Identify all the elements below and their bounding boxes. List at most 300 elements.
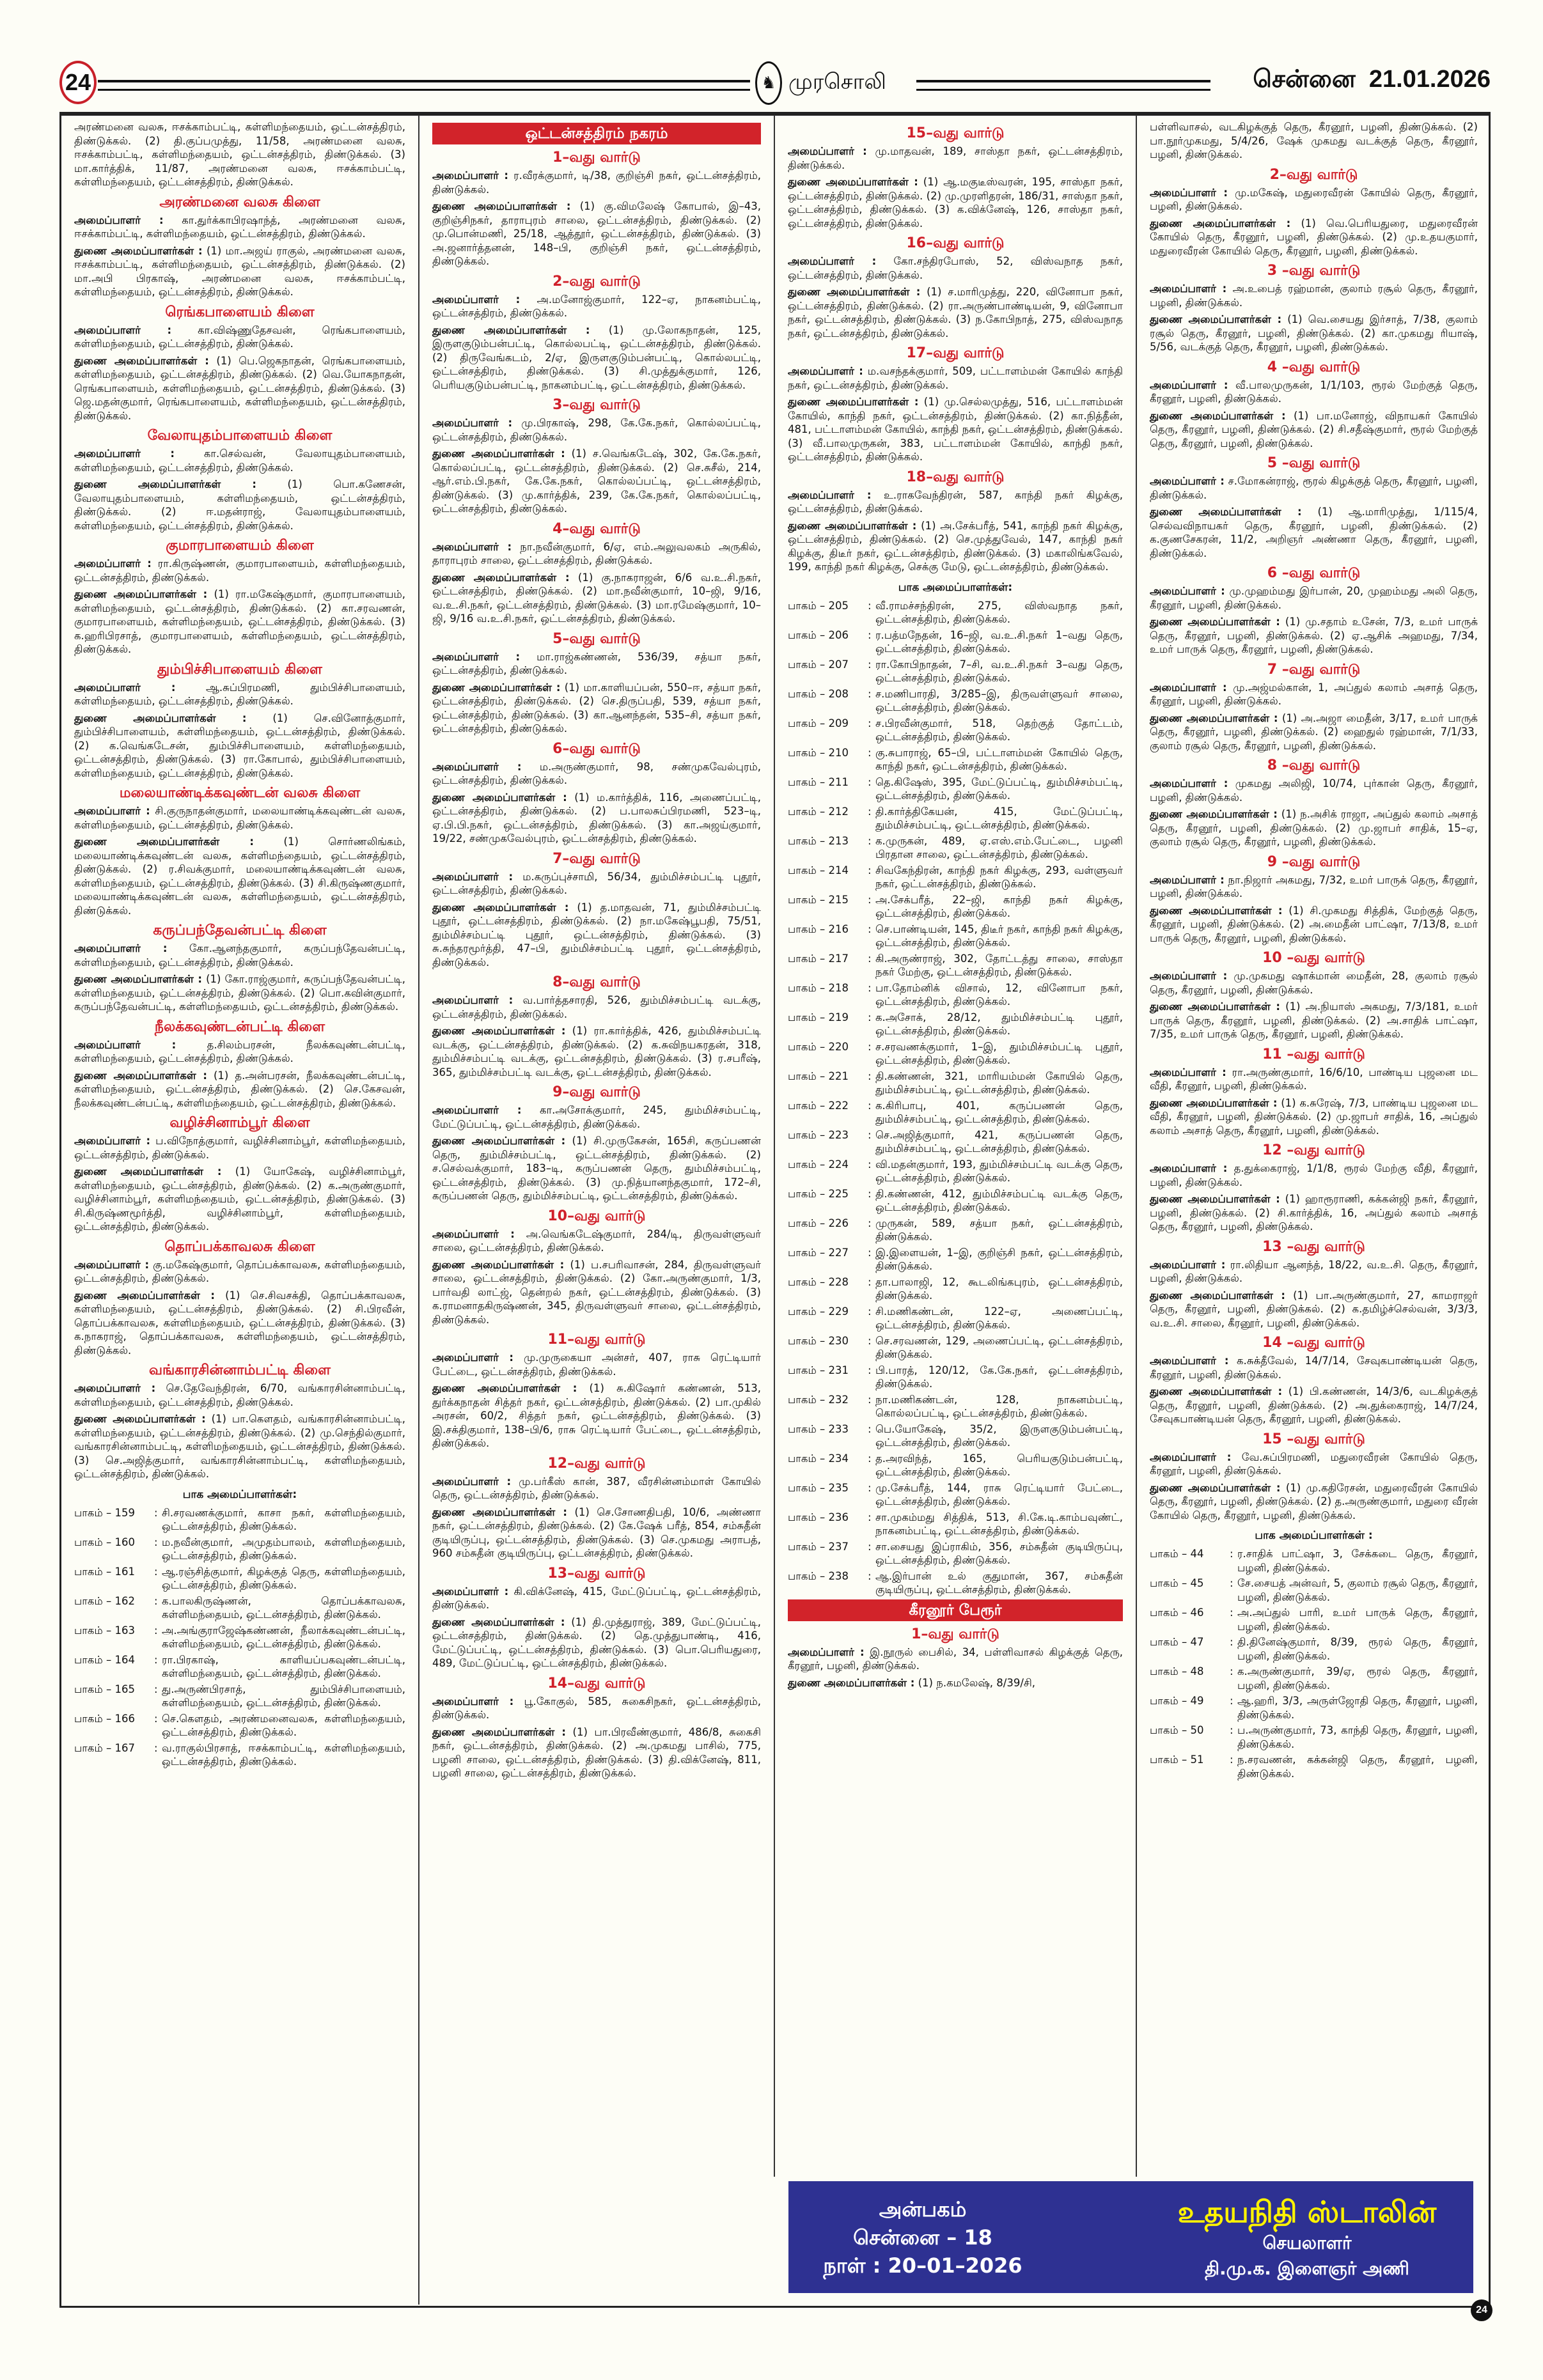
separator: : [868, 1246, 872, 1259]
appointee-details: ம.வசந்தக்குமார், 509, பட்டாளம்மன் கோயில் காந்தி நகர், ஒட்டன்சத்திரம், திண்டுக்கல். [788, 365, 1124, 391]
booth-entry [1150, 1665, 1478, 1692]
appointee-details: உ.ராகவேந்திரன், 587, காந்தி நகர் கிழக்கு, ஒட்டன்சத்திரம், திண்டுக்கல். [788, 488, 1123, 515]
ad-sender-date: நாள் : 20–01–2026 [823, 2253, 1022, 2278]
booth-coordinator: சிவகேந்திரன், காந்தி நகர் கிழக்கு, 293, வள்ளுவர் நகர், ஒட்டன்சத்திரம், திண்டுக்கல். [875, 864, 1123, 890]
booth-coordinator: ப.அருண்குமார், 73, காந்தி தெரு, கீரனூர், பழனி, திண்டுக்கல். [1237, 1724, 1478, 1750]
appointment-paragraph [432, 199, 761, 268]
booth-entry [74, 1653, 405, 1681]
footer-page-number: 24 [1471, 2299, 1492, 2321]
appointee-details: கா.துர்க்காபிரஷாந்த், அரண்மனை வலசு, ஈசக்காம்பட்டி, கள்ளிமந்தையம், ஒட்டன்சத்திரம், திண்டுக்கல். [74, 214, 405, 240]
booth-number: பாகம் – 48 [1150, 1665, 1204, 1677]
booth-coordinator: சி.சரவணக்குமார், காசா நகர், கள்ளிமந்தையம், ஒட்டன்சத்திரம், திண்டுக்கல். [162, 1506, 405, 1532]
role-label: அமைப்பாளர் : [432, 760, 522, 773]
booth-number: பாகம் – 227 [788, 1246, 849, 1259]
newspaper-logo [750, 61, 891, 105]
appointee-details: சி.குருநாதன்குமார், மலையாண்டிக்கவுண்டன் வலசு, கள்ளிமந்தையம், ஒட்டன்சத்திரம், திண்டுக்கல். [74, 805, 406, 831]
booth-number: பாகம் – 230 [788, 1334, 849, 1347]
ward-heading: நீலக்கவுண்டன்பட்டி கிளை [154, 1018, 325, 1035]
appointee-details: (1) அ.நியாஸ் அகமது, 7/3/181, உமர் பாருக் தெரு, கீரனூர், பழனி, திண்டுக்கல். (2) அ.சாதிக் பாட்ஷா, 7/35, உமர் பாருக் தெரு, கீரனூர், பழனி, திண்டுக்கல். [1150, 1000, 1478, 1040]
separator: : [868, 1011, 872, 1023]
appointee-details: மு.முஹம்மது இர்பான், 20, முஹம்மது அலி தெரு, கீரனூர், பழனி, திண்டுக்கல். [1150, 585, 1478, 611]
role-label: துணை அமைப்பாளர்கள் : [74, 244, 203, 257]
appointee-details: (1) சி.முருகேசன், 165சி, கருப்பணன் தெரு, தும்மிச்சம்பட்டி, ஒட்டன்சத்திரம், திண்டுக்கல். (2) ச.செல்வக்குமார், 183–டி, கருப்பணன் தெரு, தும்மிச்சம்பட்டி, ஒட்டன்சத்திரம், திண்டுக்கல். (3) மு.நித்யானந்தகுமார், 172–சி, கருப்பணன் தெரு, தும்மிச்சம்பட்டி, ஒட்டன்சத்திரம், திண்டுக்கல். [432, 1135, 761, 1202]
booth-number: பாகம் – 217 [788, 952, 849, 965]
booth-number: பாகம் – 165 [74, 1683, 135, 1695]
appointee-details: த.துக்கைராஜ், 1/1/8, ரூரல் மேற்கு வீதி, கீரனூர், பழனி, திண்டுக்கல். [1150, 1162, 1478, 1188]
ward-heading: குமாரபாளையம் கிளை [166, 538, 314, 554]
appointment-paragraph [74, 972, 405, 1014]
booth-entry [1150, 1606, 1478, 1633]
appointee-details: (1) வெ.சையது இர்சாத், 7/38, குலாம் ரசூல் தெரு, கீரனூர், பழனி, திண்டுக்கல். (2) கா.முகமது ரியாஷ், 5/56, வடக்குத் தெரு, கீரனூர், பழனி, திண்டுக்கல். [1150, 313, 1478, 353]
appointee-details: (1) ச.மாரிமுத்து, 220, வினோபா நகர், ஒட்டன்சத்திரம், திண்டுக்கல். (2) ரா.அருண்பாண்டியன், 9, வினோபா நகர், ஒட்டன்சத்திரம், திண்டுக்கல். (3) ந.கோபிநாத், 275, விஸ்வநாத நகர், ஒட்டன்சத்திரம், திண்டுக்கல். [788, 286, 1123, 339]
role-label: அமைப்பாளர் : [788, 365, 863, 377]
ward-heading: தொப்பக்காவலசு கிளை [164, 1238, 315, 1255]
booth-coordinator: ர.பத்மநேதன், 16–ஜி, வ.உ.சி.நகர் 1–வது தெரு, ஒட்டன்சத்திரம், திண்டுக்கல். [875, 628, 1123, 655]
masthead-rule-left [98, 80, 750, 91]
role-label: துணை அமைப்பாளர்கள் : [432, 200, 571, 212]
ward-heading: 18–வது வார்டு [906, 469, 1005, 485]
separator: : [868, 981, 872, 994]
appointment-paragraph [74, 447, 405, 474]
appointment-paragraph [74, 1412, 405, 1481]
separator: : [868, 628, 872, 641]
role-label: அமைப்பாளர் : [74, 1258, 150, 1271]
appointee-details: ரா.அருண்குமார், 16/6/10, பாண்டிய புஜனை மட வீதி, கீரனூர், பழனி, திண்டுக்கல். [1150, 1066, 1478, 1092]
role-label: அமைப்பாளர் : [432, 994, 513, 1006]
appointment-paragraph [788, 519, 1123, 574]
booth-number: பாகம் – 235 [788, 1481, 849, 1494]
separator: : [154, 1741, 158, 1754]
booth-coordinator: தி.கண்ணன், 321, மாரியம்மன் கோயில் தெரு, தும்மிச்சம்பட்டி, ஒட்டன்சத்திரம், திண்டுக்கல். [875, 1069, 1123, 1096]
appointment-paragraph [74, 1289, 405, 1358]
booth-entry [1150, 1576, 1478, 1604]
booth-coordinator: தெ.கிஷேஸ், 395, மேட்டுப்பட்டி, தும்மிச்சம்பட்டி, ஒட்டன்சத்திரம், திண்டுக்கல். [875, 775, 1123, 802]
logo-emblem-icon: ♞ [755, 61, 782, 105]
booth-number: பாகம் – 50 [1150, 1724, 1204, 1736]
appointee-details: த.சிலம்பரசன், நீலக்கவுண்டன்பட்டி, கள்ளிமந்தையம், ஒட்டன்சத்திரம், திண்டுக்கல். [74, 1038, 406, 1064]
booth-entry [788, 1481, 1123, 1509]
booth-entry [788, 1305, 1123, 1332]
role-label: துணை அமைப்பாளர்கள் : [1150, 506, 1302, 518]
appointment-paragraph [1150, 1096, 1478, 1138]
role-label: துணை அமைப்பாளர்கள் : [1150, 1193, 1280, 1205]
appointee-details: (1) ஆ.மாரிமுத்து, 1/115/4, செல்வவிநாயகர் தெரு, கீரனூர், பழனி, திண்டுக்கல். (2) க.குணசேகரன், 11/2, அறிஞர் அண்ணா தெரு, கீரனூர், பழனி, திண்டுக்கல். [1150, 506, 1478, 559]
booth-coordinator: ஆ.ரஞ்சித்குமார், கிழக்குத் தெரு, கள்ளிமந்தையம், ஒட்டன்சத்திரம், திண்டுக்கல். [162, 1565, 405, 1591]
role-label: துணை அமைப்பாளர்கள் : [1150, 616, 1280, 628]
appointee-details: மு.மகேஷ், மதுரைவீரன் கோயில் தெரு, கீரனூர், பழனி, திண்டுக்கல். [1150, 186, 1478, 212]
role-label: அமைப்பாளர் : [432, 1351, 513, 1364]
role-label: அமைப்பாளர் : [1150, 186, 1228, 199]
appointment-paragraph [74, 120, 405, 189]
booth-coordinator: முருகன், 589, சத்யா நகர், ஒட்டன்சத்திரம், திண்டுக்கல். [875, 1217, 1123, 1243]
ward-heading: 12 –வது வார்டு [1262, 1142, 1365, 1158]
booth-number: பாகம் – 214 [788, 864, 849, 876]
column-4 [1136, 115, 1491, 2177]
ad-signatory-role: செயலாளர் [1262, 2232, 1352, 2253]
appointee-details: (1) அ.அஜா மைதீன், 3/17, உமர் பாருக் தெரு, கீரனூர், பழனி, திண்டுக்கல். (2) ஹைதுல் ரஹ்மான், 7/1/33, குலாம் ரசூல் தெரு, கீரனூர், பழனி, திண்டுக்கல். [1150, 712, 1478, 752]
booth-entry [788, 1128, 1123, 1156]
appointment-paragraph [432, 1725, 761, 1780]
appointment-paragraph [788, 488, 1123, 516]
ward-heading: 5–வது வார்டு [552, 630, 641, 647]
appointee-details: (1) க.சுரேஷ், 7/3, பாண்டிய புஜனை மட வீதி, கீரனூர், பழனி, திண்டுக்கல். (2) மு.ஜாபர் சாதிக், 16, அப்துல் கலாம் அசாத் தெரு, கீரனூர், பழனி, திண்டுக்கல். [1150, 1096, 1478, 1137]
column-2 [418, 115, 774, 2305]
appointee-details: ச.மோகன்ராஜ், ரூரல் கிழக்குத் தெரு, கீரனூர், பழனி, திண்டுக்கல். [1150, 475, 1478, 501]
booth-coordinator: சே.சையத் அன்வர், 5, குலாம் ரசூல் தெரு, கீரனூர், பழனி, திண்டுக்கல். [1237, 1577, 1478, 1603]
appointment-paragraph [1150, 1354, 1478, 1381]
appointee-details: (1) ரா.மகேஷ்குமார், குமாரபாளையம், கள்ளிமந்தையம், ஒட்டன்சத்திரம், திண்டுக்கல். (2) கா.சரவணன், குமாரபாளையம், கள்ளிமந்தையம், ஒட்டன்சத்திரம், திண்டுக்கல். (3) க.ஹரிபிரசாத், குமாரபாளையம், கள்ளிமந்தையம், ஒட்டன்சத்திரம், திண்டுக்கல். [74, 588, 406, 655]
appointment-paragraph [432, 416, 761, 444]
separator: : [154, 1624, 158, 1637]
ward-heading: 2–வது வார்டு [552, 273, 641, 290]
appointee-details: பள்ளிவாசல், வடகிழக்குத் தெரு, கீரனூர், பழனி, திண்டுக்கல். (2) பா.நூர்முகமது, 5/4/26, ஷேக் முகமது வடக்குத் தெரு, கீரனூர், பழனி, திண்டுக்கல். [1150, 121, 1478, 160]
appointee-details: (1) மு.லோகநாதன், 125, இருளகுடும்பன்பட்டி, கொல்லபட்டி, ஒட்டன்சத்திரம், திண்டுக்கல். (2) திருவேங்கடம், 2/ஏ, இருளகுடும்பன்பட்டி, கொல்லபட்டி, ஒட்டன்சத்திரம், திண்டுக்கல். (3) சி.முத்துக்குமார், 126, பெரியகுடும்பன்பட்டி, நாகனம்பட்டி, ஒட்டன்சத்திரம், திண்டுக்கல். [432, 323, 762, 391]
booth-number: பாகம் – 49 [1150, 1695, 1204, 1707]
separator: : [868, 599, 872, 612]
booth-entry [74, 1594, 405, 1622]
role-label: துணை அமைப்பாளர்கள் : [1150, 1481, 1281, 1494]
booth-entry [788, 1511, 1123, 1538]
ward-heading: கருப்பந்தேவன்பட்டி கிளை [153, 922, 327, 938]
booth-coordinator: ச.பிரவீன்குமார், 518, தெற்குத் தோட்டம், ஒட்டன்சத்திரம், திண்டுக்கல். [875, 717, 1123, 743]
booth-coordinator: ச.மணிபாரதி, 3/285–இ, திருவள்ளுவர் சாலை, ஒட்டன்சத்திரம், திண்டுக்கல். [875, 687, 1123, 713]
appointee-details: (1) பா.அருண்குமார், 27, காமராஜர் தெரு, கீரனூர், பழனி, திண்டுக்கல். (2) க.தமிழ்ச்செல்வன், 3/3/3, வ.உ.சி. சாலை, கீரனூர், பழனி, திண்டுக்கல். [1150, 1289, 1478, 1329]
ad-sender-city: சென்னை – 18 [853, 2225, 992, 2250]
booth-number: பாகம் – 205 [788, 599, 849, 612]
ward-heading: 11 –வது வார்டு [1262, 1046, 1365, 1062]
booth-number: பாகம் – 44 [1150, 1548, 1204, 1560]
appointment-paragraph [788, 254, 1123, 282]
separator: : [868, 922, 872, 935]
appointment-paragraph [432, 1351, 761, 1378]
booth-entry [1150, 1753, 1478, 1780]
booth-entry [1150, 1547, 1478, 1575]
appointment-paragraph [432, 1258, 761, 1327]
appointment-paragraph [74, 1069, 405, 1110]
ad-signatory-org: தி.மு.க. இளைஞர் அணி [1205, 2257, 1409, 2279]
booth-coordinator: ச.சரவணக்குமார், 1–இ, தும்மிச்சம்பட்டி புதூர், ஒட்டன்சத்திரம், திண்டுக்கல். [875, 1040, 1123, 1066]
appointment-paragraph [432, 1024, 761, 1079]
booth-coordinator: அ.அப்துல் பாரி, உமர் பாருக் தெரு, கீரனூர், பழனி, திண்டுக்கல். [1237, 1606, 1478, 1633]
role-label: அமைப்பாளர் : [432, 417, 513, 429]
ad-signatory-block [1141, 2181, 1473, 2293]
separator: : [1230, 1754, 1234, 1766]
role-label: துணை அமைப்பாளர்கள் : [432, 1135, 566, 1147]
separator: : [1230, 1724, 1234, 1736]
appointee-details: (1) கு.விமலேஷ் கோபால், இ–43, குறிஞ்சிநகர், தாராபுரம் சாலை, ஒட்டன்சத்திரம், திண்டுக்கல். (2) மு.பொன்மணி, 25/18, ஆத்தூர், ஒட்டன்சத்திரம், திண்டுக்கல். (3) அ.ஜனார்த்தனன், 148–பி, குறிஞ்சி நகர், ஒட்டன்சத்திரம், திண்டுக்கல். [432, 200, 761, 267]
role-label: துணை அமைப்பாளர்கள் : [432, 1615, 565, 1628]
appointment-paragraph [74, 354, 405, 423]
booth-coordinator: க.பாலகிருஷ்ணன், தொப்பக்காவலசு, கள்ளிமந்தையம், ஒட்டன்சத்திரம், திண்டுக்கல். [162, 1594, 405, 1621]
booth-number: பாகம் – 45 [1150, 1577, 1204, 1589]
booth-entry [788, 717, 1123, 744]
separator: : [868, 1187, 872, 1200]
appointment-paragraph [1150, 1258, 1478, 1286]
role-label: துணை அமைப்பாளர்கள் : [74, 712, 247, 724]
appointment-paragraph [432, 791, 761, 846]
appointment-paragraph [432, 1505, 761, 1560]
role-label: அமைப்பாளர் : [1150, 1162, 1228, 1174]
role-label: அமைப்பாளர் : [432, 1475, 512, 1488]
role-label: துணை அமைப்பாளர்கள் : [432, 1505, 567, 1518]
booth-entry [788, 1393, 1123, 1420]
appointee-details: (1) ச.வெங்கடேஷ், 302, கே.கே.நகர், கொல்லப்பட்டி, ஒட்டன்சத்திரம், திண்டுக்கல். (2) செ.சுசீல், 214, ஆர்.எம்.பி.நகர், கே.கே.நகர், கொல்லப்பட்டி, ஒட்டன்சத்திரம், திண்டுக்கல். (3) மு.கார்த்திக், 239, கே.கே.நகர், கொல்லப்பட்டி, ஒட்டன்சத்திரம், திண்டுக்கல். [432, 447, 761, 515]
ward-heading: 7 –வது வார்டு [1267, 661, 1361, 678]
booth-coordinator: நா.மணிகண்டன், 128, நாகனம்பட்டி, கொல்லப்பட்டி, ஒட்டன்சத்திரம், திண்டுக்கல். [875, 1393, 1123, 1419]
separator: : [1230, 1695, 1234, 1707]
booth-entry [788, 1217, 1123, 1244]
role-label: துணை அமைப்பாளர்கள் : [1150, 409, 1286, 422]
booth-coordinator: சி.மணிகண்டன், 122–ஏ, அணைப்பட்டி, ஒட்டன்சத்திரம், திண்டுக்கல். [875, 1305, 1123, 1331]
appointment-paragraph [432, 1227, 761, 1255]
appointee-details: மு.மாதவன், 189, சாஸ்தா நகர், ஒட்டன்சத்திரம், திண்டுக்கல். [788, 145, 1123, 171]
appointment-paragraph [74, 214, 405, 241]
appointee-details: (1) பெ.ஜெகநாதன், ரெங்கபாளையம், கள்ளிமந்தையம், ஒட்டன்சத்திரம், திண்டுக்கல். (2) வெ.யோகநாதன், ரெங்கபாளையம், கள்ளிமந்தையம், ஒட்டன்சத்திரம், திண்டுக்கல். (3) ஜெ.மதன்குமார், ரெங்கபாளையம், கள்ளிமந்தையம், ஒட்டன்சத்திரம், திண்டுக்கல். [74, 354, 405, 422]
appointment-paragraph [1150, 120, 1478, 162]
separator: : [154, 1565, 158, 1578]
ward-heading: 3–வது வார்டு [552, 397, 641, 413]
role-label: அமைப்பாளர் : [788, 488, 872, 501]
separator: : [868, 805, 872, 818]
appointment-paragraph [1150, 584, 1478, 612]
ward-heading: 17–வது வார்டு [906, 345, 1005, 361]
appointee-details: கோ.சந்திரபோஸ், 52, விஸ்வநாத நகர், ஒட்டன்சத்திரம், திண்டுக்கல். [788, 255, 1123, 281]
booth-entry [788, 981, 1123, 1009]
appointee-details: (1) ந.கமலேஷ், 8/39/சி, [918, 1676, 1036, 1689]
role-label: அமைப்பாளர் : [1150, 585, 1225, 597]
role-label: துணை அமைப்பாளர்கள் : [1150, 1096, 1278, 1109]
booth-entry [1150, 1635, 1478, 1663]
appointment-paragraph [1150, 1066, 1478, 1093]
role-label: துணை அமைப்பாளர்கள் : [74, 478, 256, 490]
booth-coordinator: தா.பாலாஜி, 12, கூடலிங்கபுரம், ஒட்டன்சத்திரம், திண்டுக்கல். [875, 1275, 1123, 1302]
separator: : [154, 1683, 158, 1695]
separator: : [868, 1275, 872, 1288]
appointment-paragraph [74, 557, 405, 584]
role-label: துணை அமைப்பாளர்கள் : [432, 681, 561, 694]
booth-number: பாகம் – 232 [788, 1393, 849, 1406]
appointee-details: நா.நிஜார் அகமது, 7/32, உமர் பாருக் தெரு, கீரனூர், பழனி, திண்டுக்கல். [1150, 873, 1478, 899]
booth-entry [788, 922, 1123, 950]
appointment-paragraph [74, 244, 405, 299]
appointee-details: ரா.லிதியா ஆனந்த், 18/22, வ.உ.சி. தெரு, கீரனூர், பழனி, திண்டுக்கல். [1150, 1258, 1478, 1284]
booth-coordinator: து.அருண்பிரசாத், தும்பிச்சிபாளையம், கள்ளிமந்தையம், ஒட்டன்சத்திரம், திண்டுக்கல். [162, 1683, 405, 1709]
booth-number: பாகம் – 220 [788, 1040, 849, 1053]
separator: : [868, 1158, 872, 1171]
booth-entry [74, 1741, 405, 1769]
booth-entry [788, 687, 1123, 715]
booth-coordinator: அ.சேக்பரீத், 22–ஜி, காந்தி நகர் கிழக்கு, ஒட்டன்சத்திரம், திண்டுக்கல். [875, 893, 1123, 919]
ward-heading: 4–வது வார்டு [552, 520, 641, 537]
appointment-paragraph [788, 1676, 1123, 1690]
appointee-details: இ.நூருல் பைசில், 34, பள்ளிவாசல் கிழக்குத் தெரு, கீரனூர், பழனி, திண்டுக்கல். [788, 1645, 1123, 1672]
appointment-paragraph [1150, 282, 1478, 309]
appointee-details: மு.முருகையா அன்சர், 407, ராசு ரெட்டியார் பேட்டை, ஒட்டன்சத்திரம், திண்டுக்கல். [432, 1351, 761, 1378]
role-label: அமைப்பாளர் : [432, 870, 513, 883]
appointment-paragraph [74, 1258, 405, 1286]
appointment-paragraph [432, 760, 761, 788]
ward-heading: 12–வது வார்டு [547, 1455, 646, 1472]
appointment-paragraph [74, 835, 405, 917]
booth-number: பாகம் – 166 [74, 1712, 135, 1725]
appointee-details: மா.ராஜ்கண்ணன், 536/39, சத்யா நகர், ஒட்டன்சத்திரம், திண்டுக்கல். [432, 650, 762, 676]
appointee-details: (1) செ.சிவசக்தி, தொப்பக்காவலசு, கள்ளிமந்தையம், ஒட்டன்சத்திரம், திண்டுக்கல். (2) சி.பிரவீன், தொப்பக்காவலசு, கள்ளிமந்தையம், ஒட்டன்சத்திரம், திண்டுக்கல். (3) க.நாகராஜ், தொப்பக்காவலசு, கள்ளிமந்தையம், ஒட்டன்சத்திரம், திண்டுக்கல். [74, 1289, 405, 1357]
booth-coordinator: செ.பாண்டியன், 145, திடீர் நகர், காந்தி நகர் கிழக்கு, ஒட்டன்சத்திரம், திண்டுக்கல். [875, 922, 1123, 949]
appointee-details: மு.பிரகாஷ், 298, கே.கே.நகர், கொல்லப்பட்டி, ஒட்டன்சத்திரம், திண்டுக்கல். [432, 417, 761, 443]
booth-entry [788, 1187, 1123, 1215]
appointee-details: (1) பி.கண்ணன், 14/3/6, வடகிழக்குத் தெரு, கீரனூர், பழனி, திண்டுக்கல். (2) அ.துக்கைராஜ், 14/7/24, சேவுகபாண்டியன் தெரு, கீரனூர், பழனி, திண்டுக்கல். [1150, 1385, 1478, 1425]
role-label: அமைப்பாளர் : [1150, 777, 1228, 789]
role-label: துணை அமைப்பாளர்கள் : [74, 1165, 222, 1178]
booth-coordinator: க.அருண்குமார், 39/ஏ, ரூரல் தெரு, கீரனூர், பழனி, திண்டுக்கல். [1237, 1665, 1478, 1692]
appointee-details: மு.முகமது ஷாக்மான் மைதீன், 28, குலாம் ரசூல் தெரு, கீரனூர், பழனி, திண்டுக்கல். [1150, 970, 1478, 996]
booth-number: பாகம் – 164 [74, 1653, 135, 1666]
booth-entry [788, 1569, 1123, 1597]
ward-heading: 13 –வது வார்டு [1262, 1238, 1365, 1255]
booth-number: பாகம் – 238 [788, 1569, 849, 1582]
booth-entry [788, 775, 1123, 803]
booth-number: பாகம் – 206 [788, 628, 849, 641]
ad-sender-block [788, 2181, 1057, 2293]
booth-entry [788, 952, 1123, 979]
appointee-details: (1) த.அன்பரசன், நீலக்கவுண்டன்பட்டி, கள்ளிமந்தையம், ஒட்டன்சத்திரம், திண்டுக்கல். (2) செ.கேசவன், நீலக்கவுண்டன்பட்டி, கள்ளிமந்தையம், ஒட்டன்சத்திரம், திண்டுக்கல். [74, 1069, 405, 1109]
booth-coordinator: ர.சாதிக் பாட்ஷா, 3, சேக்கடை தெரு, கீரனூர், பழனி, திண்டுக்கல். [1237, 1548, 1478, 1574]
booth-number: பாகம் – 233 [788, 1422, 849, 1435]
separator: : [868, 687, 872, 700]
role-label: அமைப்பாளர் : [432, 169, 509, 182]
booth-number: பாகம் – 167 [74, 1741, 135, 1754]
ward-heading: வேலாயுதம்பாளையம் கிளை [147, 428, 333, 444]
separator: : [154, 1653, 158, 1666]
ward-heading: 15 –வது வார்டு [1262, 1431, 1365, 1447]
separator: : [868, 1099, 872, 1112]
appointee-details: மு.பர்கீஸ் கான், 387, வீரசின்னம்மாள் கோயில் தெரு, ஒட்டன்சத்திரம், திண்டுக்கல். [432, 1475, 761, 1501]
appointee-details: கா.அசோக்குமார், 245, தும்மிச்சம்பட்டி, மேட்டுப்பட்டி, ஒட்டன்சத்திரம், திண்டுக்கல். [432, 1104, 761, 1130]
appointment-paragraph [432, 650, 761, 678]
appointee-details: பூ.கோகுல், 585, சுகைசிநகர், ஒட்டன்சத்திரம், திண்டுக்கல். [432, 1695, 761, 1721]
role-label: அமைப்பாளர் : [74, 1135, 151, 1147]
ward-heading: 2–வது வார்டு [1269, 166, 1358, 183]
role-label: துணை அமைப்பாளர்கள் : [74, 588, 208, 600]
appointment-paragraph [1150, 505, 1478, 560]
role-label: துணை அமைப்பாளர்கள் : [74, 1069, 207, 1082]
appointment-paragraph [1150, 313, 1478, 354]
booth-coordinator: ஆ.இர்பான் உல் குதுமான், 367, சம்சுதீன் குடியிருப்பு, ஒட்டன்சத்திரம், திண்டுக்கல். [875, 1569, 1123, 1596]
appointee-details: (1) ந.அசிக் ராஜா, அப்துல் கலாம் அசாத் தெரு, கீரனூர், பழனி, திண்டுக்கல். (2) மு.ஜாபர் சாதிக், 15–ஏ, குலாம் ரசூல் தெரு, கீரனூர், பழனி, திண்டுக்கல். [1150, 808, 1478, 848]
booth-entry [74, 1536, 405, 1563]
booth-coordinator: செ.சரவணன், 129, அணைப்பட்டி, ஒட்டன்சத்திரம், திண்டுக்கல். [875, 1334, 1123, 1360]
role-label: அமைப்பாளர் : [74, 805, 150, 817]
role-label: துணை அமைப்பாளர்கள் : [74, 836, 254, 848]
appointment-paragraph [1150, 969, 1478, 997]
appointee-details: (1) பா.கௌதம், வங்காரசின்னாம்பட்டி, கள்ளிமந்தையம், ஒட்டன்சத்திரம், திண்டுக்கல். (2) மு.செந்தில்குமார், வங்காரசின்னாம்பட்டி, கள்ளிமந்தையம், ஒட்டன்சத்திரம், திண்டுக்கல். (3) செ.அஜித்குமார், வங்காரசின்னாம்பட்டி, கள்ளிமந்தையம், ஒட்டன்சத்திரம், திண்டுக்கல். [74, 1413, 405, 1480]
appointee-details: கா.செல்வன், வேலாயுதம்பாளையம், கள்ளிமந்தையம், ஒட்டன்சத்திரம், திண்டுக்கல். [74, 447, 405, 474]
appointee-details: கு.மகேஷ்குமார், தொப்பக்காவலசு, கள்ளிமந்தையம், ஒட்டன்சத்திரம், திண்டுக்கல். [74, 1258, 405, 1284]
booth-number: பாகம் – 218 [788, 981, 849, 994]
booth-coordinator: வீ.ராமச்சந்திரன், 275, விஸ்வநாத நகர், ஒட்டன்சத்திரம், திண்டுக்கல். [875, 599, 1123, 625]
booth-entry [788, 1099, 1123, 1126]
appointee-details: (1) ப.சபரிவாசன், 284, திருவள்ளுவர் சாலை, ஒட்டன்சத்திரம், திண்டுக்கல். (2) கோ.அருண்குமார், 1/3, பார்வதி லாட்ஜ், தென்றல் நகர், ஒட்டன்சத்திரம், திண்டுக்கல். (3) க.ராமனாதகிருஷ்ணன், 345, திருவள்ளுவர் சாலை, ஒட்டன்சத்திரம், திண்டுக்கல். [432, 1258, 761, 1326]
booth-entry [74, 1624, 405, 1651]
appointment-paragraph [1150, 474, 1478, 502]
role-label: அமைப்பாளர் : [788, 255, 877, 267]
separator: : [868, 775, 872, 788]
appointee-details: (1) செ.வினோத்குமார், தும்பிச்சிபாளையம், கள்ளிமந்தையம், ஒட்டன்சத்திரம், திண்டுக்கல். (2) க.வெங்கடேசன், தும்பிச்சிபாளையம், கள்ளிமந்தையம், ஒட்டன்சத்திரம், திண்டுக்கல். (3) ரா.கோபால், தும்பிச்சிபாளையம், கள்ளிமந்தையம், ஒட்டன்சத்திரம், திண்டுக்கல். [74, 712, 406, 779]
appointment-paragraph [74, 587, 405, 657]
appointee-details: (1) செ.சோணதிபதி, 10/6, அண்ணா நகர், ஒட்டன்சத்திரம், திண்டுக்கல். (2) கே.ஷேக் பரீத், 854, சம்சுதீன் குடியிருப்பு, ஒட்டன்சத்திரம், திண்டுக்கல். (3) செ.முகமது அராபத், 960 சம்சுதீன் குடியிருப்பு, ஒட்டன்சத்திரம், திண்டுக்கல். [432, 1505, 761, 1559]
booth-number: பாகம் – 221 [788, 1069, 849, 1082]
ward-heading: 7–வது வார்டு [552, 850, 641, 867]
appointment-paragraph [1150, 777, 1478, 804]
separator: : [1230, 1636, 1234, 1648]
appointee-details: ரா.கிருஷ்ணன், குமாரபாளையம், கள்ளிமந்தையம், ஒட்டன்சத்திரம், திண்டுக்கல். [74, 557, 405, 584]
booth-number: பாகம் – 161 [74, 1565, 135, 1578]
ward-heading: 6 –வது வார்டு [1267, 565, 1361, 581]
appointee-details: நா.நவீன்குமார், 6/ஏ, எம்.அலுவலகம் அருகில், தாராபுரம் சாலை, ஒட்டன்சத்திரம், திண்டுக்கல். [432, 540, 761, 566]
role-label: அமைப்பாளர் : [432, 1695, 514, 1707]
booth-entry [788, 658, 1123, 685]
appointment-paragraph [432, 1585, 761, 1612]
separator: : [868, 1569, 872, 1582]
separator: : [868, 1481, 872, 1494]
appointment-paragraph [1150, 378, 1478, 406]
appointment-paragraph [432, 571, 761, 626]
separator: : [868, 1511, 872, 1523]
appointee-details: அ.உபைத் ரஹ்மான், குலாம் ரசூல் தெரு, கீரனூர், பழனி, திண்டுக்கல். [1150, 283, 1478, 309]
ward-heading: 16–வது வார்டு [906, 235, 1005, 251]
ward-heading: 8 –வது வார்டு [1267, 758, 1361, 774]
appointment-paragraph [432, 1134, 761, 1203]
role-label: துணை அமைப்பாளர்கள் : [432, 323, 590, 336]
appointment-paragraph [74, 804, 405, 832]
booth-coordinator: சா.முகம்மது சித்திக், 513, சி.கே.டி.காம்பவுண்ட், நாகனம்பட்டி, ஒட்டன்சத்திரம், திண்டுக்கல். [875, 1511, 1123, 1537]
booth-coordinator: கி.அருண்ராஜ், 302, தோட்டத்து சாலை, சாஸ்தா நகர் மேற்கு, ஒட்டன்சத்திரம், திண்டுக்கல். [875, 952, 1123, 978]
appointment-paragraph [74, 1134, 405, 1162]
appointee-details: (1) வெ.பெரியதுரை, மதுரைவீரன் கோயில் தெரு, கீரனூர், பழனி, திண்டுக்கல். (2) மு.உதயகுமார், மதுரைவீரன் கோயில் தெரு, கீரனூர், பழனி, திண்டுக்கல். [1150, 217, 1478, 257]
appointee-details: ப.விநோத்குமார், வழிச்சினாம்பூர், கள்ளிமந்தையம், ஒட்டன்சத்திரம், திண்டுக்கல். [74, 1135, 405, 1161]
ward-heading: மலையாண்டிக்கவுண்டன் வலசு கிளை [119, 785, 361, 801]
appointment-paragraph [1150, 807, 1478, 849]
appointee-details: (1) பா.மனோஜ், விநாயகர் கோயில் தெரு, கீரனூர், பழனி, திண்டுக்கல். (2) சி.சதீஷ்குமார், ரூரல் மேற்குத் தெரு, கீரனூர், பழனி, திண்டுக்கல். [1150, 409, 1478, 449]
separator: : [1230, 1548, 1234, 1560]
booth-entry [788, 1364, 1123, 1391]
role-label: துணை அமைப்பாளர்கள் : [1150, 712, 1278, 724]
role-label: துணை அமைப்பாளர்கள் : [74, 1413, 206, 1425]
appointment-paragraph [1150, 873, 1478, 901]
appointee-details: (1) யோகேஷ், வழிச்சினாம்பூர், கள்ளிமந்தையம், ஒட்டன்சத்திரம், திண்டுக்கல். (2) க.அருண்குமார், வழிச்சினாம்பூர், கள்ளிமந்தையம், ஒட்டன்சத்திரம், திண்டுக்கல். (3) சி.கிருஷ்ணமூர்த்தி, வழிச்சினாம்பூர், கள்ளிமந்தையம், ஒட்டன்சத்திரம், திண்டுக்கல். [74, 1165, 405, 1233]
role-label: அமைப்பாளர் : [788, 145, 867, 157]
appointee-details: ம.கருப்புச்சாமி, 56/34, தும்மிச்சம்பட்டி புதூர், ஒட்டன்சத்திரம், திண்டுக்கல். [432, 870, 762, 896]
booth-coordinator: தி.கண்ணன், 412, தும்மிச்சம்பட்டி வடக்கு தெரு, ஒட்டன்சத்திரம், திண்டுக்கல். [875, 1187, 1123, 1213]
appointment-paragraph [788, 395, 1123, 464]
appointee-details: (1) ஹாரூராணி, கக்கன்ஜி நகர், கீரனூர், பழனி, திண்டுக்கல். (2) சி.கார்த்திக், 16, அப்துல் கலாம் அசாத் தெரு, கீரனூர், பழனி, திண்டுக்கல். [1150, 1193, 1478, 1233]
issue-date: 21.01.2026 [1368, 66, 1491, 93]
ward-heading: 1–வது வார்டு [552, 150, 641, 166]
booth-number: பாகம் – 47 [1150, 1636, 1204, 1648]
appointment-paragraph [788, 364, 1123, 392]
role-label: துணை அமைப்பாளர்கள் : [432, 901, 569, 914]
role-label: அமைப்பாளர் : [1150, 378, 1228, 391]
ad-signatory-name: உதயநிதி ஸ்டாலின் [1177, 2194, 1437, 2229]
booth-entry [788, 1275, 1123, 1303]
booth-number: பாகம் – 224 [788, 1158, 849, 1171]
role-label: துணை அமைப்பாளர்கள் : [432, 1258, 565, 1271]
appointee-details: (1) ரா.கார்த்திக், 426, தும்மிச்சம்பட்டி வடக்கு, ஒட்டன்சத்திரம், திண்டுக்கல். (2) க.சுவிநயகரதன், 318, தும்மிச்சம்பட்டி வடக்கு, ஒட்டன்சத்திரம், திண்டுக்கல். (3) ர.சபரீஷ், 365, தும்மிச்சம்பட்டி வடக்கு, ஒட்டன்சத்திரம், திண்டுக்கல். [432, 1025, 761, 1078]
booth-number: பாகம் – 223 [788, 1128, 849, 1141]
booth-number: பாகம் – 219 [788, 1011, 849, 1023]
appointment-paragraph [1150, 409, 1478, 451]
separator: : [154, 1536, 158, 1548]
